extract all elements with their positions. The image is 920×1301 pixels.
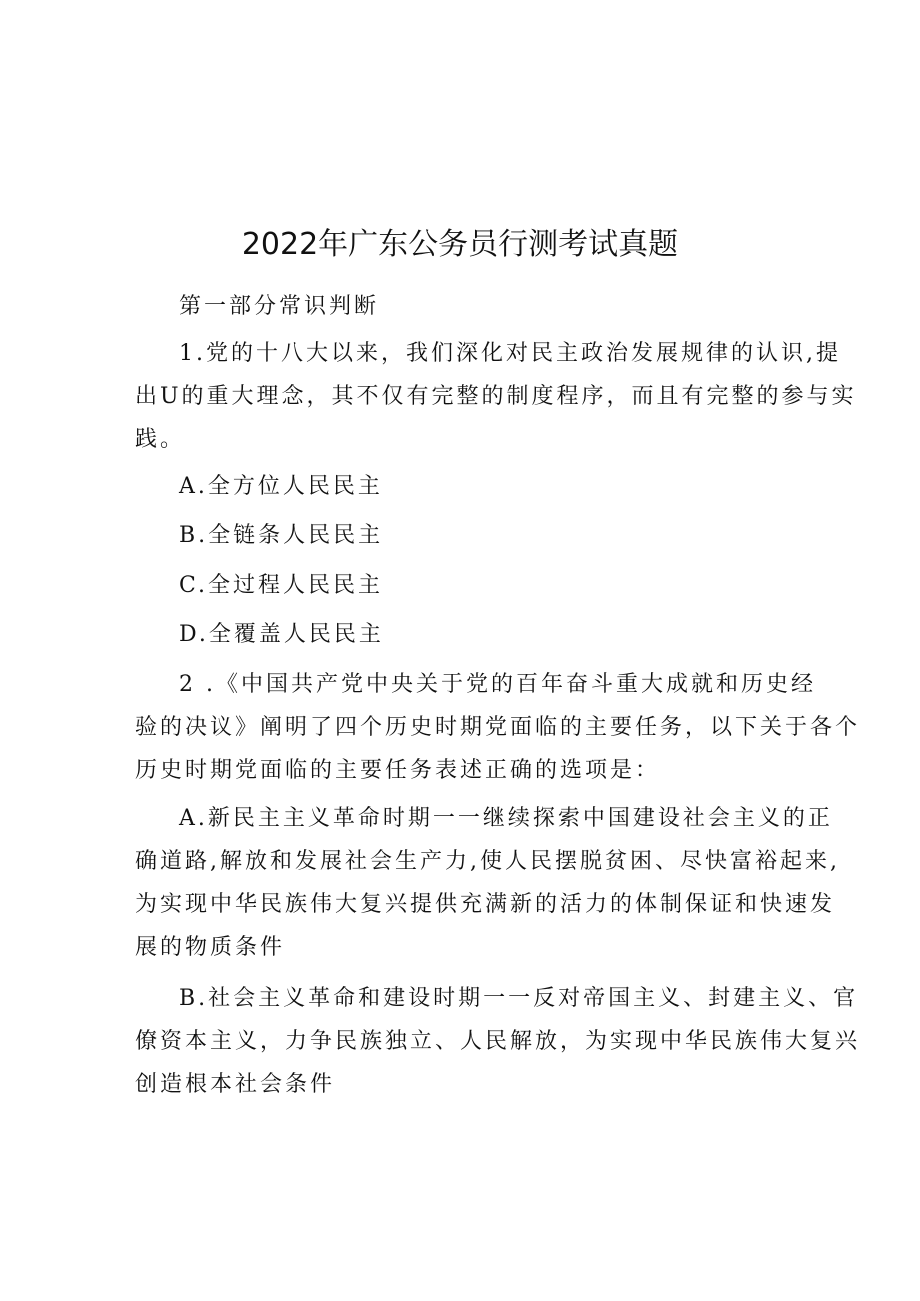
question-1-option-a: A.全方位人民民主 [179, 474, 383, 499]
question-2-stem-line-2: 验的决议》阐明了四个历史时期党面临的主要任务，以下关于各个 [135, 715, 861, 740]
question-2-option-b-line-1: B.社会主义革命和建设时期一一反对帝国主义、封建主义、官 [179, 986, 859, 1011]
question-2-option-a-line-3: 为实现中华民族伟大复兴提供充满新的活力的体制保证和快速发 [135, 892, 836, 917]
question-2-stem-line-1: 2 .《中国共产党中央关于党的百年奋斗重大成就和历史经 [179, 672, 816, 697]
question-1-option-b: B.全链条人民民主 [179, 523, 384, 548]
question-1-stem [135, 332, 857, 461]
question-2-option-a-line-2: 确道路,解放和发展社会生产力,使人民摆脱贫困、尽快富裕起来, [135, 849, 840, 874]
document-title: 2022年广东公务员行测考试真题 [241, 227, 679, 262]
question-2-option-b-line-2: 僚资本主义，力争民族独立、人民解放，为实现中华民族伟大复兴 [135, 1029, 861, 1054]
question-2-option-b-line-3: 创造根本社会条件 [135, 1072, 336, 1097]
question-1-stem-line-3: 践。 [135, 427, 186, 452]
question-2-option-b [135, 977, 861, 1106]
question-1-option-c: C.全过程人民民主 [179, 573, 384, 598]
question-2-stem-line-3: 历史时期党面临的主要任务表述正确的选项是： [135, 758, 661, 783]
question-2-option-a [135, 797, 840, 969]
question-2-stem [135, 663, 861, 792]
section-heading: 第一部分常识判断 [179, 294, 380, 319]
question-1-option-d: D.全覆盖人民民主 [179, 622, 384, 647]
question-1-stem-line-2: 出U的重大理念，其不仅有完整的制度程序，而且有完整的参与实 [135, 384, 857, 409]
question-2-option-a-line-1: A.新民主主义革命时期一一继续探索中国建设社会主义的正 [179, 806, 833, 831]
question-2-option-a-line-4: 展的物质条件 [135, 935, 286, 960]
question-1-stem-line-1: 1.党的十八大以来，我们深化对民主政治发展规律的认识,提 [179, 341, 841, 366]
